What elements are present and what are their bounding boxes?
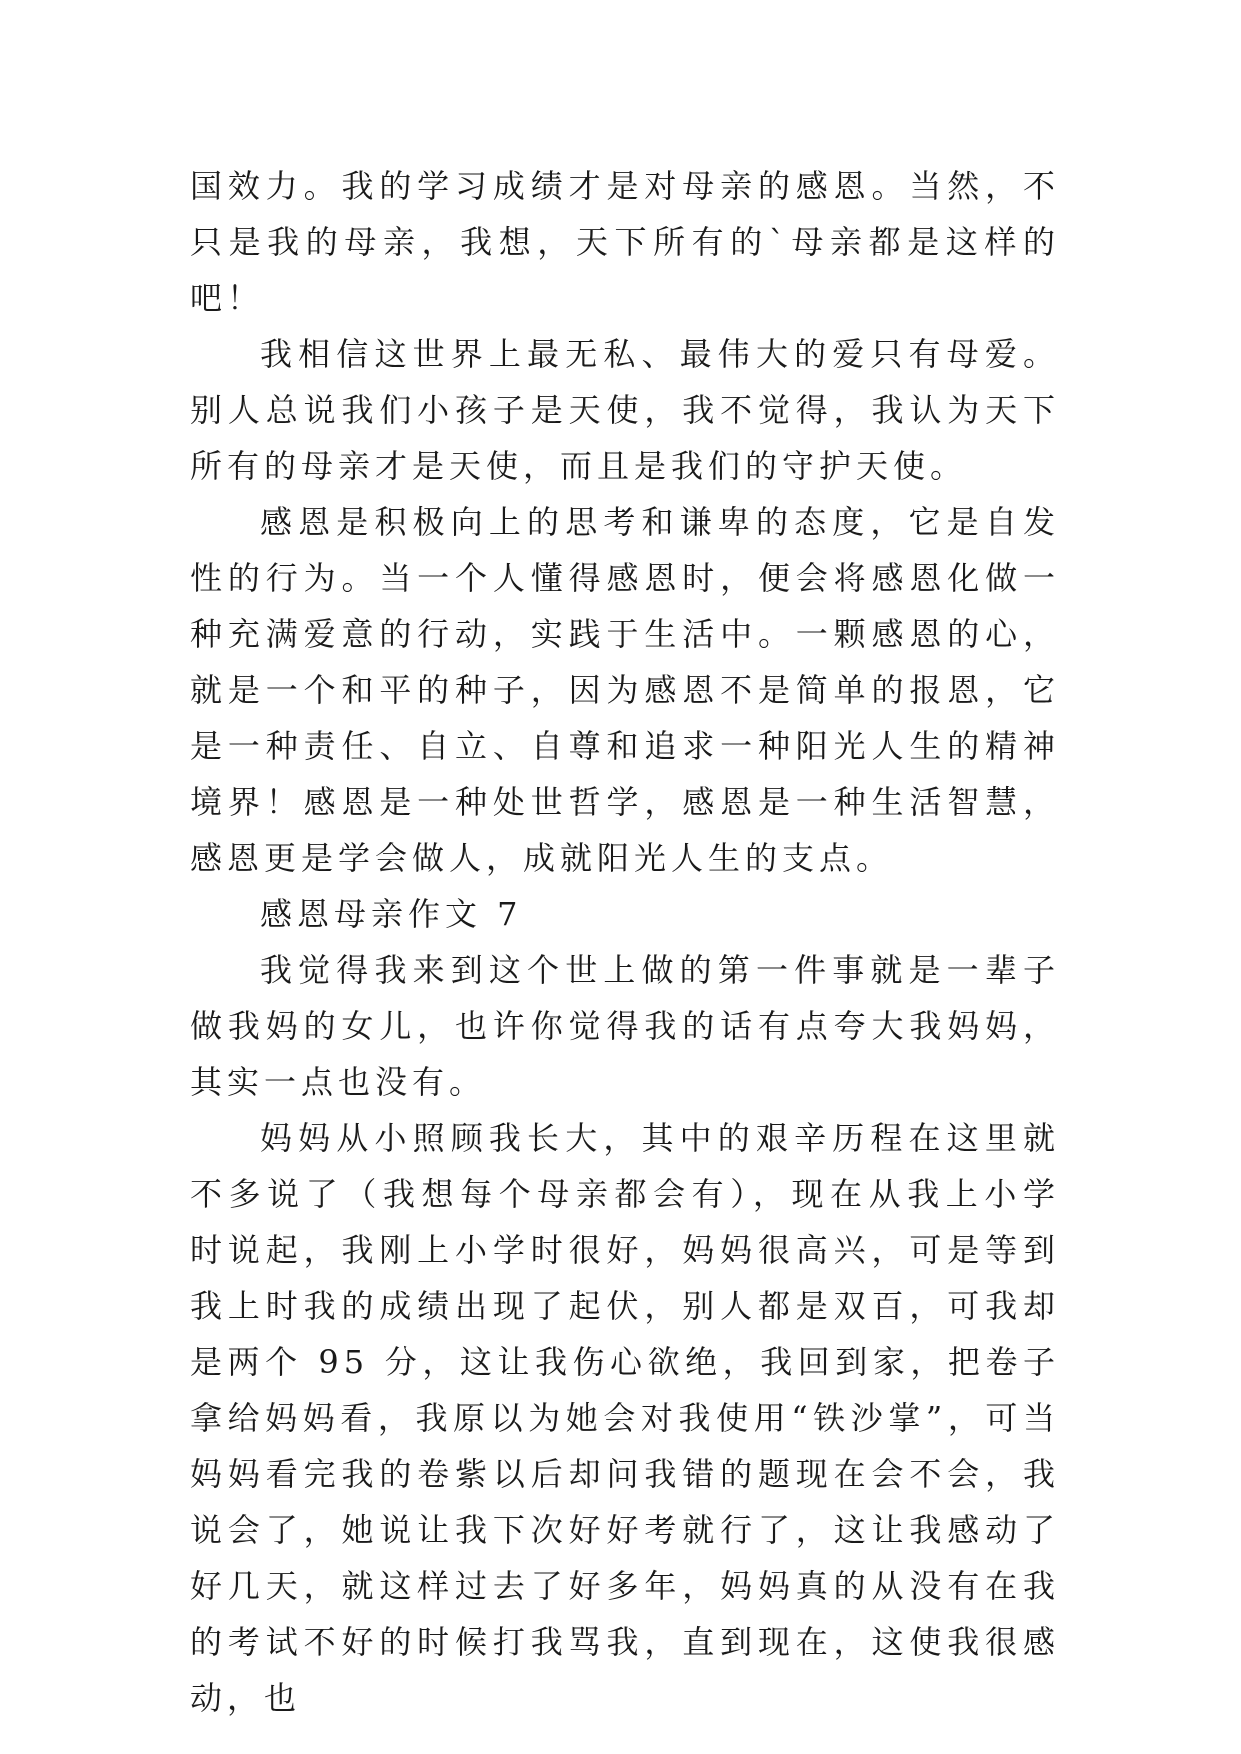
document-body	[190, 158, 1060, 1726]
paragraph-mother-love: 我相信这世界上最无私、最伟大的爱只有母爱。别人总说我们小孩子是天使，我不觉得，我认为天下所有的母亲才是天使，而且是我们的守护天使。	[190, 335, 1060, 485]
paragraph-gratitude: 感恩是积极向上的思考和谦卑的态度，它是自发性的行为。当一个人懂得感恩时，便会将感恩化做一种充满爱意的行动，实践于生活中。一颗感恩的心，就是一个和平的种子，因为感恩不是简单的报恩，它是一种责任、自立、自尊和追求一种阳光人生的精神境界！感恩是一种处世哲学，感恩是一种生活智慧，感恩更是学会做人，成就阳光人生的支点。	[190, 503, 1060, 877]
paragraph-daughter: 我觉得我来到这个世上做的第一件事就是一辈子做我妈的女儿，也许你觉得我的话有点夸大我妈妈，其实一点也没有。	[190, 951, 1060, 1101]
paragraph-continuation: 国效力。我的学习成绩才是对母亲的感恩。当然，不只是我的母亲，我想，天下所有的`母亲都是这样的吧！	[190, 167, 1060, 317]
paragraph-childhood: 妈妈从小照顾我长大，其中的艰辛历程在这里就不多说了（我想每个母亲都会有），现在从我上小学时说起，我刚上小学时很好，妈妈很高兴，可是等到我上时我的成绩出现了起伏，别人都是双百，可我却是两个 95 分，这让我伤心欲绝，我回到家，把卷子拿给妈妈看，我原以为她会对我使用“铁沙掌”，可当妈妈看完我的卷紫以后却问我错的题现在会不会，我说会了，她说让我下次好好考就行了，这让我感动了好几天，就这样过去了好多年，妈妈真的从没有在我的考试不好的时候打我骂我，直到现在，这使我很感动，也	[190, 1119, 1060, 1717]
essay-heading: 感恩母亲作文 7	[260, 895, 523, 933]
